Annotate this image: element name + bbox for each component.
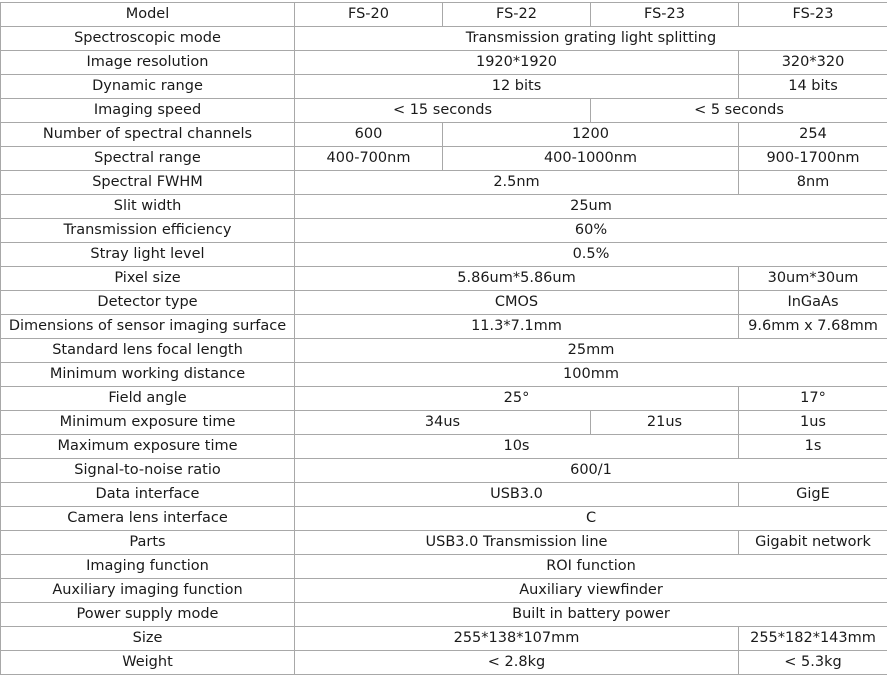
header-row	[1, 3, 887, 27]
table-row	[1, 75, 887, 99]
row-label: Data interface	[1, 483, 295, 507]
value-cell: CMOS	[295, 291, 739, 315]
value-cell: USB3.0 Transmission line	[295, 531, 739, 555]
row-label: Spectroscopic mode	[1, 27, 295, 51]
table-row	[1, 267, 887, 291]
value-cell: 100mm	[295, 363, 887, 387]
value-cell: 14 bits	[739, 75, 887, 99]
row-label: Number of spectral channels	[1, 123, 295, 147]
row-label: Size	[1, 627, 295, 651]
value-cell: InGaAs	[739, 291, 887, 315]
table-row	[1, 171, 887, 195]
row-label: Stray light level	[1, 243, 295, 267]
value-cell: 1920*1920	[295, 51, 739, 75]
value-cell: 255*182*143mm	[739, 627, 887, 651]
table-row	[1, 459, 887, 483]
table-row	[1, 195, 887, 219]
table-row	[1, 99, 887, 123]
table-row	[1, 435, 887, 459]
table-row	[1, 555, 887, 579]
value-cell: 400-700nm	[295, 147, 443, 171]
header-cell-fs-20: FS-20	[295, 3, 443, 27]
value-cell: < 5.3kg	[739, 651, 887, 675]
header-cell-model: Model	[1, 3, 295, 27]
table-row	[1, 411, 887, 435]
row-label: Slit width	[1, 195, 295, 219]
value-cell: 8nm	[739, 171, 887, 195]
row-label: Minimum working distance	[1, 363, 295, 387]
value-cell: Transmission grating light splitting	[295, 27, 887, 51]
value-cell: 1us	[739, 411, 887, 435]
row-label: Imaging function	[1, 555, 295, 579]
row-label: Parts	[1, 531, 295, 555]
table-row	[1, 387, 887, 411]
row-label: Minimum exposure time	[1, 411, 295, 435]
row-label: Auxiliary imaging function	[1, 579, 295, 603]
value-cell: 11.3*7.1mm	[295, 315, 739, 339]
value-cell: 10s	[295, 435, 739, 459]
table-row	[1, 651, 887, 675]
value-cell: C	[295, 507, 887, 531]
header-cell-fs-22: FS-22	[443, 3, 591, 27]
table-row	[1, 123, 887, 147]
row-label: Field angle	[1, 387, 295, 411]
value-cell: 25°	[295, 387, 739, 411]
row-label: Dimensions of sensor imaging surface	[1, 315, 295, 339]
row-label: Power supply mode	[1, 603, 295, 627]
header-cell-fs-23: FS-23	[591, 3, 739, 27]
spec-table	[0, 2, 887, 675]
table-row	[1, 363, 887, 387]
row-label: Pixel size	[1, 267, 295, 291]
table-row	[1, 531, 887, 555]
value-cell: 9.6mm x 7.68mm	[739, 315, 887, 339]
value-cell: Built in battery power	[295, 603, 887, 627]
table-row	[1, 51, 887, 75]
value-cell: 400-1000nm	[443, 147, 739, 171]
row-label: Transmission efficiency	[1, 219, 295, 243]
value-cell: Auxiliary viewfinder	[295, 579, 887, 603]
value-cell: 254	[739, 123, 887, 147]
value-cell: 2.5nm	[295, 171, 739, 195]
value-cell: ROI function	[295, 555, 887, 579]
value-cell: 600/1	[295, 459, 887, 483]
value-cell: 600	[295, 123, 443, 147]
value-cell: 17°	[739, 387, 887, 411]
table-row	[1, 219, 887, 243]
value-cell: 0.5%	[295, 243, 887, 267]
value-cell: 25um	[295, 195, 887, 219]
table-row	[1, 27, 887, 51]
table-row	[1, 483, 887, 507]
row-label: Maximum exposure time	[1, 435, 295, 459]
table-row	[1, 339, 887, 363]
table-row	[1, 315, 887, 339]
value-cell: 12 bits	[295, 75, 739, 99]
table-row	[1, 243, 887, 267]
value-cell: GigE	[739, 483, 887, 507]
row-label: Dynamic range	[1, 75, 295, 99]
table-row	[1, 627, 887, 651]
spec-table-body	[1, 3, 887, 675]
row-label: Camera lens interface	[1, 507, 295, 531]
row-label: Weight	[1, 651, 295, 675]
table-row	[1, 291, 887, 315]
row-label: Spectral range	[1, 147, 295, 171]
value-cell: 60%	[295, 219, 887, 243]
value-cell: < 2.8kg	[295, 651, 739, 675]
row-label: Imaging speed	[1, 99, 295, 123]
table-row	[1, 147, 887, 171]
table-row	[1, 603, 887, 627]
table-row	[1, 507, 887, 531]
row-label: Signal-to-noise ratio	[1, 459, 295, 483]
value-cell: < 15 seconds	[295, 99, 591, 123]
row-label: Image resolution	[1, 51, 295, 75]
value-cell: USB3.0	[295, 483, 739, 507]
value-cell: < 5 seconds	[591, 99, 887, 123]
row-label: Spectral FWHM	[1, 171, 295, 195]
value-cell: 1s	[739, 435, 887, 459]
value-cell: 30um*30um	[739, 267, 887, 291]
value-cell: 5.86um*5.86um	[295, 267, 739, 291]
value-cell: 34us	[295, 411, 591, 435]
row-label: Standard lens focal length	[1, 339, 295, 363]
value-cell: Gigabit network	[739, 531, 887, 555]
value-cell: 900-1700nm	[739, 147, 887, 171]
value-cell: 320*320	[739, 51, 887, 75]
table-row	[1, 579, 887, 603]
header-cell-fs-23-b: FS-23	[739, 3, 887, 27]
row-label: Detector type	[1, 291, 295, 315]
value-cell: 21us	[591, 411, 739, 435]
value-cell: 255*138*107mm	[295, 627, 739, 651]
value-cell: 25mm	[295, 339, 887, 363]
value-cell: 1200	[443, 123, 739, 147]
